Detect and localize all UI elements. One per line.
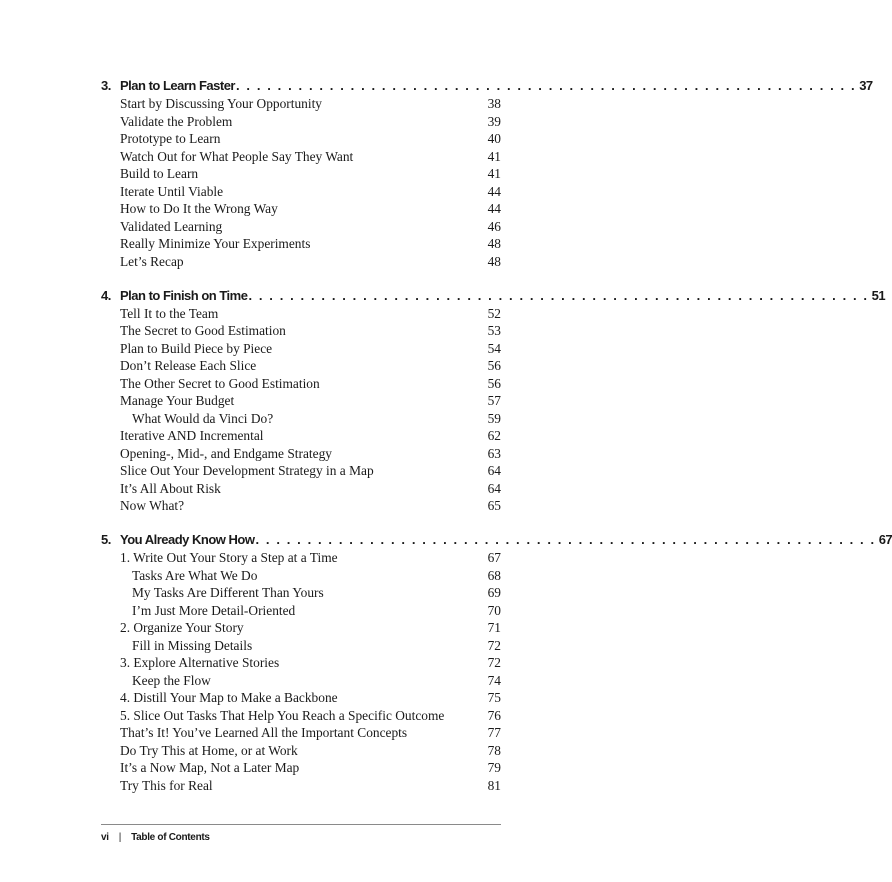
entry-title: Plan to Build Piece by Piece — [120, 340, 273, 356]
chapter-5 — [101, 530, 892, 794]
chapter-page: 51 — [871, 287, 886, 303]
chapter-title: Plan to Learn Faster — [120, 78, 235, 93]
toc-entry[interactable] — [101, 549, 501, 567]
toc-entry[interactable] — [101, 759, 501, 777]
dot-leader: . . . . . . . . . . . . . . . . . . . . . . . . . . . . . . . . . . . . . . . . . . . . . . . . . . . . . . . . . . . . — [235, 78, 857, 93]
chapter-page: 37 — [859, 78, 873, 93]
entry-page: 48 — [487, 253, 501, 269]
entry-title: Watch Out for What People Say They Want — [120, 148, 354, 164]
toc-entry[interactable] — [101, 253, 501, 271]
chapter-number: 3. — [101, 78, 111, 93]
toc-entry[interactable] — [101, 707, 501, 725]
toc-entry[interactable] — [101, 497, 501, 515]
entry-title: I’m Just More Detail-Oriented — [132, 602, 296, 618]
entry-page: 79 — [487, 760, 501, 775]
toc-entry[interactable] — [101, 427, 501, 445]
toc-subentry[interactable] — [101, 672, 501, 690]
toc-entry[interactable] — [101, 322, 501, 340]
toc-entry[interactable] — [101, 777, 501, 795]
entry-page: 54 — [487, 340, 501, 356]
entry-page: 78 — [487, 742, 501, 758]
entry-title: Iterative AND Incremental — [120, 428, 264, 443]
chapter-number: 5. — [101, 532, 111, 547]
entry-page: 56 — [487, 358, 501, 373]
entry-title: Let’s Recap — [120, 253, 184, 269]
entry-title: Start by Discussing Your Opportunity — [120, 96, 322, 111]
entry-title: Tasks Are What We Do — [132, 567, 258, 583]
entry-page: 65 — [487, 498, 501, 513]
entry-title: Manage Your Budget — [120, 393, 235, 408]
toc-entry[interactable] — [101, 480, 501, 498]
toc-entry[interactable] — [101, 235, 501, 253]
entry-title: Iterate Until Viable — [120, 183, 224, 199]
chapter-heading[interactable] — [101, 286, 886, 305]
entry-title: Opening-, Mid-, and Endgame Strategy — [120, 445, 332, 461]
entry-page: 77 — [487, 725, 501, 740]
entry-page: 53 — [487, 323, 501, 338]
entry-page: 41 — [487, 148, 501, 164]
entry-title: It’s All About Risk — [120, 480, 221, 496]
toc-entry[interactable] — [101, 375, 501, 393]
entry-title: Slice Out Your Development Strategy in a Map — [120, 463, 374, 478]
page-footer — [101, 824, 501, 843]
toc-entry[interactable] — [101, 200, 501, 218]
footer-section-title: Table of Contents — [131, 832, 210, 843]
dot-leader: . . . . . . . . . . . . . . . . . . . . . . . . . . . . . . . . . . . . . . . . . . . . . . . . . . . . . . . . . . . . — [255, 532, 876, 547]
chapter-page: 67 — [878, 532, 892, 547]
entry-page: 41 — [487, 166, 501, 181]
toc-entry[interactable] — [101, 183, 501, 201]
entry-page: 44 — [487, 201, 501, 216]
entry-title: Try This for Real — [120, 777, 213, 793]
entry-title: 4. Distill Your Map to Make a Backbone — [120, 690, 338, 705]
dot-leader: . . . . . . . . . . . . . . . . . . . . . . . . . . . . . . . . . . . . . . . . . . . . . . . . . . . . . . . . . . . . — [248, 287, 869, 303]
entry-title: Fill in Missing Details — [132, 637, 253, 653]
toc-entry[interactable] — [101, 724, 501, 742]
entry-page: 71 — [487, 620, 501, 635]
toc-entry[interactable] — [101, 619, 501, 637]
toc-entry[interactable] — [101, 742, 501, 760]
entry-title: 2. Organize Your Story — [120, 620, 244, 635]
table-of-contents — [101, 76, 892, 810]
entry-page: 81 — [487, 777, 501, 793]
entry-page: 64 — [487, 480, 501, 496]
chapter-title: You Already Know How — [120, 532, 255, 547]
toc-entry[interactable] — [101, 357, 501, 375]
toc-subentry[interactable] — [101, 584, 501, 602]
entry-page: 76 — [487, 707, 501, 723]
entry-page: 44 — [487, 183, 501, 199]
toc-entry[interactable] — [101, 392, 501, 410]
entry-title: My Tasks Are Different Than Yours — [132, 585, 324, 600]
toc-entry[interactable] — [101, 113, 501, 131]
entry-title: 3. Explore Alternative Stories — [120, 655, 280, 670]
entry-page: 40 — [487, 131, 501, 146]
entry-page: 74 — [487, 672, 501, 688]
entry-title: Tell It to the Team — [120, 305, 219, 321]
entry-page: 59 — [487, 410, 501, 426]
entry-page: 52 — [487, 305, 501, 321]
entry-title: The Other Secret to Good Estimation — [120, 375, 320, 391]
entry-title: Keep the Flow — [132, 672, 211, 688]
chapter-number: 4. — [101, 287, 111, 303]
entry-title: Prototype to Learn — [120, 131, 221, 146]
entry-page: 39 — [487, 113, 501, 129]
entry-page: 46 — [487, 218, 501, 234]
toc-subentry[interactable] — [101, 637, 501, 655]
entry-page: 69 — [487, 585, 501, 600]
entry-page: 68 — [487, 567, 501, 583]
chapter-4 — [101, 286, 886, 515]
entry-page: 72 — [487, 637, 501, 653]
entry-title: It’s a Now Map, Not a Later Map — [120, 760, 300, 775]
chapter-title: Plan to Finish on Time — [120, 287, 248, 303]
footer-separator: | — [118, 832, 122, 843]
entry-title: 5. Slice Out Tasks That Help You Reach a Specific Outcome — [120, 707, 445, 723]
entry-page: 62 — [487, 428, 501, 443]
toc-entry[interactable] — [101, 689, 501, 707]
entry-page: 57 — [487, 393, 501, 408]
toc-entry[interactable] — [101, 148, 501, 166]
entry-title: The Secret to Good Estimation — [120, 323, 286, 338]
entry-page: 48 — [487, 236, 501, 251]
entry-title: Don’t Release Each Slice — [120, 358, 257, 373]
entry-title: Build to Learn — [120, 166, 199, 181]
entry-title: Really Minimize Your Experiments — [120, 236, 311, 251]
entry-page: 67 — [487, 550, 501, 565]
entry-title: Do Try This at Home, or at Work — [120, 742, 298, 758]
toc-entry[interactable] — [101, 462, 501, 480]
chapter-heading[interactable] — [101, 530, 892, 549]
entry-page: 38 — [487, 96, 501, 111]
entry-page: 63 — [487, 445, 501, 461]
chapter-3 — [101, 76, 873, 270]
toc-entry[interactable] — [101, 654, 501, 672]
toc-entry[interactable] — [101, 218, 501, 236]
toc-subentry[interactable] — [101, 602, 501, 620]
entry-page: 64 — [487, 463, 501, 478]
entry-title: That’s It! You’ve Learned All the Important Concepts — [120, 725, 408, 740]
toc-entry[interactable] — [101, 340, 501, 358]
entry-title: How to Do It the Wrong Way — [120, 201, 278, 216]
entry-page: 56 — [487, 375, 501, 391]
toc-entry[interactable] — [101, 445, 501, 463]
toc-subentry[interactable] — [101, 567, 501, 585]
entry-title: Validate the Problem — [120, 113, 233, 129]
toc-entry[interactable] — [101, 95, 501, 113]
toc-entry[interactable] — [101, 130, 501, 148]
entry-page: 72 — [487, 655, 501, 670]
toc-entry[interactable] — [101, 165, 501, 183]
entry-page: 70 — [487, 602, 501, 618]
entry-title: Now What? — [120, 498, 185, 513]
toc-entry[interactable] — [101, 305, 501, 323]
entry-page: 75 — [487, 690, 501, 705]
footer-page-number: vi — [101, 832, 109, 843]
entry-title: Validated Learning — [120, 218, 223, 234]
entry-title: 1. Write Out Your Story a Step at a Time — [120, 550, 338, 565]
entry-title: What Would da Vinci Do? — [132, 410, 274, 426]
toc-subentry[interactable] — [101, 410, 501, 428]
chapter-heading[interactable] — [101, 76, 873, 95]
